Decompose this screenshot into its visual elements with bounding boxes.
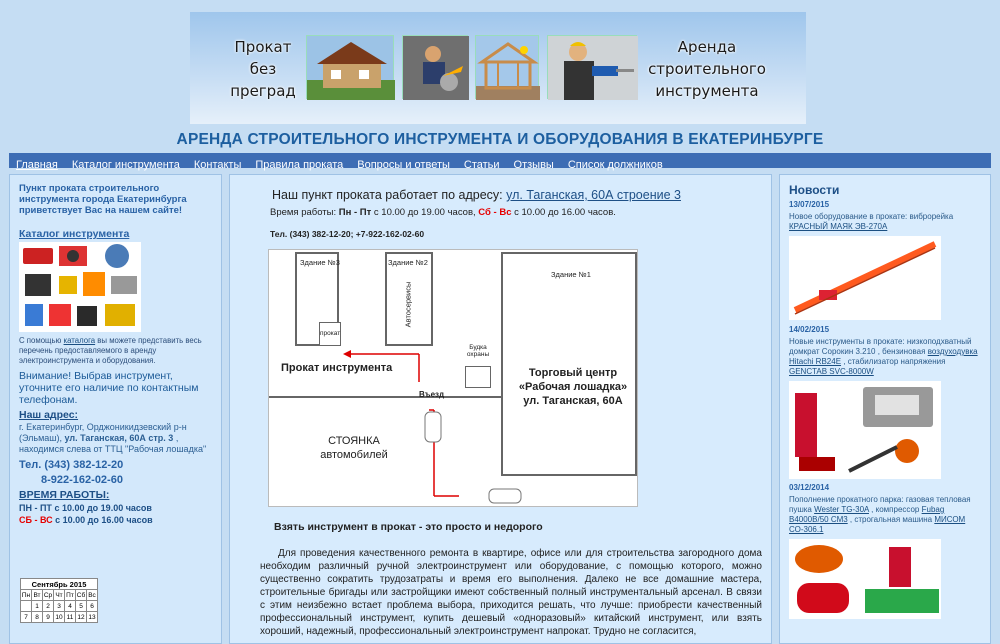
main-weekend-time: с 10.00 до 16.00 часов.	[511, 207, 616, 218]
calendar	[20, 578, 98, 623]
autoservice-label: Автосервисы	[403, 281, 413, 328]
nav-home[interactable]: Главная	[16, 159, 58, 171]
address-text	[19, 422, 212, 455]
catalog-inline-link[interactable]: каталога	[63, 336, 96, 345]
banner-left-line: преград	[230, 82, 296, 100]
parking-line: СТОЯНКА	[328, 435, 380, 447]
banner-left-line: Прокат	[234, 38, 292, 56]
news-link[interactable]: КРАСНЫЙ МАЯК ЭВ-270А	[789, 222, 888, 231]
news-link[interactable]: Wester TG-30A	[814, 505, 869, 514]
nav-rules[interactable]: Правила проката	[255, 159, 344, 171]
nav-contacts[interactable]: Контакты	[193, 159, 242, 171]
news-item-2	[789, 337, 981, 377]
calendar-weekday: Вт	[33, 591, 41, 599]
weekend-days: СБ - ВС	[19, 515, 53, 525]
calendar-weekday: Ср	[43, 591, 53, 599]
calendar-title: Сентябрь 2015	[21, 579, 98, 590]
prokat-instrument-label: Прокат инструмента	[281, 362, 393, 374]
security-booth-label: Будка охраны	[466, 344, 490, 358]
news-link[interactable]: МИСОМ СО-306.1	[789, 515, 966, 534]
nav-catalog[interactable]: Каталог инструмента	[71, 159, 180, 171]
news-link[interactable]: Fubag B4000B/50 CM3	[789, 505, 945, 524]
news-item-text: , строгальная машина	[847, 515, 935, 524]
entry-label: Въезд	[419, 390, 445, 399]
catalog-desc-post: вы можете представить весь перечень предоставляемого в аренду электроинструмента и оборудования.	[19, 336, 202, 365]
nav-articles[interactable]: Статьи	[463, 159, 500, 171]
news-sidebar	[779, 174, 991, 644]
news-date: 03/12/2014	[789, 483, 830, 492]
top-navigation	[9, 153, 991, 171]
banner-right-text	[637, 36, 777, 102]
weekday-time: с 10.00 до 19.00 часов	[51, 503, 152, 513]
calendar-day[interactable]: 10	[55, 613, 63, 621]
calendar-weekday: Пн	[21, 591, 31, 599]
vibration-screed-image[interactable]	[789, 236, 941, 320]
main-address-pre: Наш пункт проката работает по адресу:	[272, 188, 507, 202]
news-link[interactable]: воздуходувка Hitachi RB24E	[789, 347, 978, 366]
mall-line: ул. Таганская, 60А	[523, 395, 623, 407]
banner-left-text	[228, 36, 298, 102]
weekend-time: с 10.00 до 16.00 часов	[52, 515, 153, 525]
calendar-day[interactable]: 11	[65, 612, 76, 623]
news-date: 13/07/2015	[789, 200, 830, 209]
hours-weekend	[19, 515, 212, 525]
banner-right-line: инструмента	[655, 82, 759, 100]
calendar-day[interactable]: 7	[21, 612, 32, 623]
header-banner	[190, 12, 806, 124]
prokat-small-label: прокат	[320, 330, 341, 337]
news-item-text: Новые инструменты в прокате: низкоподхватный домкрат Сорокин 3.210 , бензиновая	[789, 337, 972, 356]
address-pre: г. Екатеринбург, Орджоникидзевский р-н (Эльмаш),	[19, 422, 187, 443]
calendar-day[interactable]: 12	[77, 613, 85, 621]
catalog-heading-link[interactable]: Каталог инструмента	[19, 228, 130, 240]
news-item-text: Пополнение прокатного парка: газовая тепловая пушка	[789, 495, 971, 514]
calendar-day	[21, 601, 32, 612]
mall-line: Торговый центр	[528, 367, 618, 379]
banner-right-line: Аренда	[677, 38, 737, 56]
main-hours	[270, 207, 616, 218]
news-item-3	[789, 495, 981, 535]
nav-reviews[interactable]: Отзывы	[513, 159, 554, 171]
news-item-text: , стабилизатор напряжения	[841, 357, 946, 366]
building-2-label: Здание №2	[388, 258, 428, 267]
heater-compressor-planer-image[interactable]	[789, 539, 941, 619]
left-sidebar	[9, 174, 222, 644]
phone-line-2: 8-922-162-02-60	[41, 474, 123, 486]
news-link[interactable]: GENCTAB SVC-8000W	[789, 367, 874, 376]
calendar-day[interactable]: 13	[88, 613, 96, 621]
welcome-text: Пункт проката строительного инструмента города Екатеринбурга приветствует Вас на нашем сайте!	[19, 183, 187, 216]
news-item-text: , компрессор	[868, 505, 922, 514]
nav-faq[interactable]: Вопросы и ответы	[357, 159, 450, 171]
jack-blower-stabilizer-image[interactable]	[789, 381, 941, 479]
main-weekend-days: Сб - Вс	[478, 207, 512, 218]
location-map	[268, 249, 638, 507]
main-address-link[interactable]: ул. Таганская, 60А строение 3	[506, 188, 681, 202]
calendar-weekday: Чт	[55, 591, 63, 599]
address-bold: ул. Таганская, 60А стр. 3	[64, 433, 174, 443]
map-arrows	[269, 250, 639, 508]
calendar-day[interactable]: 9	[43, 612, 54, 623]
parking-line: автомобилей	[320, 449, 388, 461]
building-3-label: Здание №3	[300, 258, 340, 267]
news-item-text: Новое оборудование в прокате: виброрейка	[789, 212, 954, 221]
slogan: Взять инструмент в прокат - это просто и недорого	[274, 521, 543, 533]
weekday-days: ПН - ПТ	[19, 503, 52, 513]
hours-heading: ВРЕМЯ РАБОТЫ:	[19, 489, 110, 501]
calendar-day[interactable]: 8	[32, 612, 43, 623]
worker-drill-photo	[547, 35, 637, 99]
hours-weekday	[19, 503, 212, 513]
article-body: Для проведения качественного ремонта в квартире, офисе или для строительства загородного дома необходим различный ручной электроинструмент или оборудование, с помощью которого, можно существенно сократить трудозатраты и время его выполнения. Далеко не все домашние мастера, строительные бригады или застройщики имеют собственный полный инструментальный арсенал. В связи с этим неизбежно встает проблема выбора, приходится решать, что лучше: приобрести качественный профессиональный инструмент, купить дешевый «одноразовый» китайский инструмент, или взять хороший, надежный, профессиональный электроинструмент напрокат. Трудно не согласится,	[260, 548, 762, 637]
calendar-day[interactable]: 3	[54, 601, 65, 612]
site-title: АРЕНДА СТРОИТЕЛЬНОГО ИНСТРУМЕНТА И ОБОРУДОВАНИЯ В ЕКАТЕРИНБУРГЕ	[176, 131, 824, 148]
house-photo	[306, 35, 394, 99]
main-content	[229, 174, 772, 644]
calendar-day[interactable]: 4	[65, 601, 76, 612]
calendar-day[interactable]: 5	[76, 601, 87, 612]
news-date: 14/02/2015	[789, 325, 830, 334]
frame-house-photo	[475, 35, 539, 99]
calendar-weekday: Сб	[76, 591, 86, 599]
availability-warning: Внимание! Выбрав инструмент, уточните его наличие по контактным телефонам.	[19, 370, 199, 406]
building-1-label: Здание №1	[551, 270, 591, 279]
catalog-desc-pre: С помощью	[19, 336, 64, 345]
news-item-1	[789, 212, 981, 232]
calendar-day[interactable]: 2	[43, 601, 54, 612]
main-weekday-time: с 10.00 до 19.00 часов,	[371, 207, 479, 218]
nav-debtors[interactable]: Список должников	[567, 159, 663, 171]
worker-saw-photo	[402, 35, 468, 99]
main-weekday-days: Пн - Пт	[338, 207, 372, 218]
mall-line: «Рабочая лошадка»	[518, 381, 628, 393]
calendar-weekday: Пт	[66, 591, 74, 599]
address-post: , находимся слева от ТТЦ "Рабочая лошадка"	[19, 433, 207, 454]
main-hours-pre: Время работы:	[270, 207, 339, 218]
address-heading: Наш адрес:	[19, 409, 79, 421]
phone-line-1: Тел. (343) 382-12-20	[19, 459, 124, 471]
news-heading: Новости	[789, 183, 840, 197]
catalog-description	[19, 336, 212, 366]
calendar-day[interactable]: 1	[32, 601, 43, 612]
catalog-tools-image[interactable]	[19, 242, 141, 332]
calendar-weekday: Вс	[88, 591, 96, 599]
banner-right-line: строительного	[648, 60, 766, 78]
calendar-day[interactable]: 6	[87, 601, 98, 612]
address-line	[272, 188, 681, 202]
banner-left-line: без	[249, 60, 277, 78]
main-phones: Тел. (343) 382-12-20; +7-922-162-02-60	[270, 229, 425, 239]
